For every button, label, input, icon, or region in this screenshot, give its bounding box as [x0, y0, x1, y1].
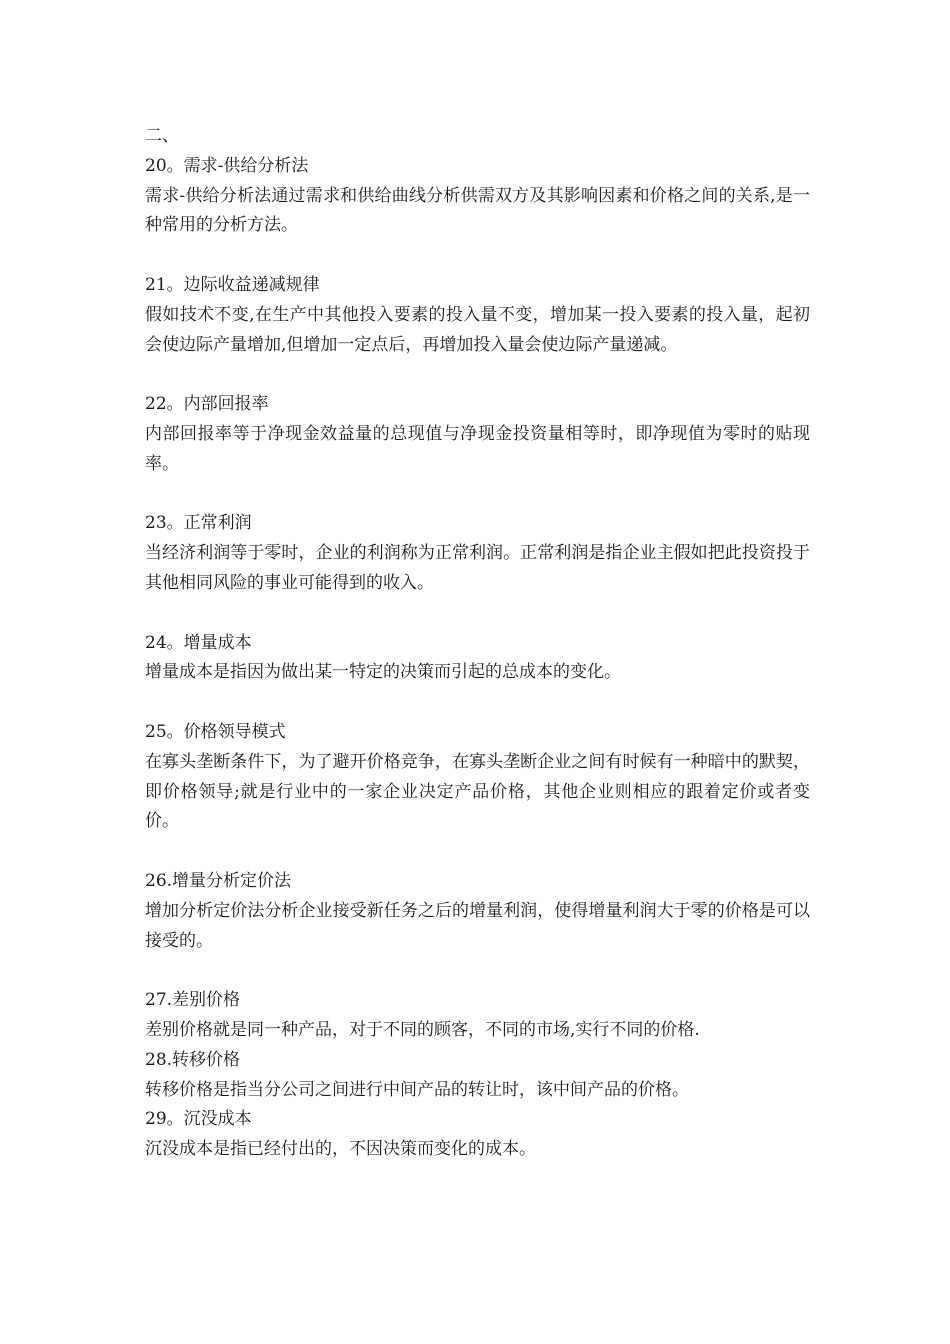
definition-entry-27: [145, 986, 810, 1046]
entry-body: 假如技术不变,在生产中其他投入要素的投入量不变，增加某一投入要素的投入量，起初会使边际产量增加,但增加一定点后，再增加投入量会使边际产量递减。: [145, 304, 810, 355]
spacer: [145, 688, 810, 718]
definition-entry-26: [145, 867, 810, 956]
definition-entry-25: [145, 718, 810, 837]
entry-title: 28.转移价格: [145, 1049, 241, 1070]
document-page: [145, 122, 810, 1165]
entry-title: 24。增量成本: [145, 632, 252, 653]
entry-title: 20。需求-供给分析法: [145, 155, 309, 176]
entry-title: 25。价格领导模式: [145, 721, 286, 742]
entry-body: 沉没成本是指已经付出的，不因决策而变化的成本。: [145, 1139, 536, 1160]
spacer: [145, 599, 810, 629]
definition-entry-20: [145, 152, 810, 241]
entry-body: 增加分析定价法分析企业接受新任务之后的增量利润，使得增量利润大于零的价格是可以接受的。: [145, 900, 810, 951]
entry-body: 需求-供给分析法通过需求和供给曲线分析供需双方及其影响因素和价格之间的关系,是一种常用的分析方法。: [145, 185, 810, 236]
spacer: [145, 837, 810, 867]
entry-title: 27.差别价格: [145, 990, 241, 1011]
definition-entry-24: [145, 629, 810, 689]
entry-body: 差别价格就是同一种产品，对于不同的顾客，不同的市场,实行不同的价格.: [145, 1019, 700, 1040]
definition-entry-22: [145, 390, 810, 479]
entry-body: 增量成本是指因为做出某一特定的决策而引起的总成本的变化。: [145, 662, 621, 683]
entry-body: 内部回报率等于净现金效益量的总现值与净现金投资量相等时，即净现值为零时的贴现率。: [145, 423, 810, 474]
entry-title: 22。内部回报率: [145, 394, 269, 415]
entry-body: 当经济利润等于零时，企业的利润称为正常利润。正常利润是指企业主假如把此投资投于其他相同风险的事业可能得到的收入。: [145, 543, 810, 593]
entry-title: 21。边际收益递减规律: [145, 274, 320, 295]
entry-body: 转移价格是指当分公司之间进行中间产品的转让时，该中间产品的价格。: [145, 1079, 689, 1100]
entry-title: 26.增量分析定价法: [145, 870, 292, 891]
spacer: [145, 480, 810, 510]
section-marker: 二、: [145, 126, 179, 146]
spacer: [145, 956, 810, 986]
entry-title: 23。正常利润: [145, 513, 252, 534]
definition-entry-23: [145, 509, 810, 598]
definition-entry-28: [145, 1046, 810, 1106]
spacer: [145, 360, 810, 390]
definition-entry-29: [145, 1105, 810, 1165]
spacer: [145, 241, 810, 271]
entry-title: 29。沉没成本: [145, 1109, 252, 1130]
definition-entry-21: [145, 271, 810, 360]
entry-body: 在寡头垄断条件下，为了避开价格竞争，在寡头垄断企业之间有时候有一种暗中的默契，即价格领导;就是行业中的一家企业决定产品价格，其他企业则相应的跟着定价或者变价。: [145, 751, 810, 832]
